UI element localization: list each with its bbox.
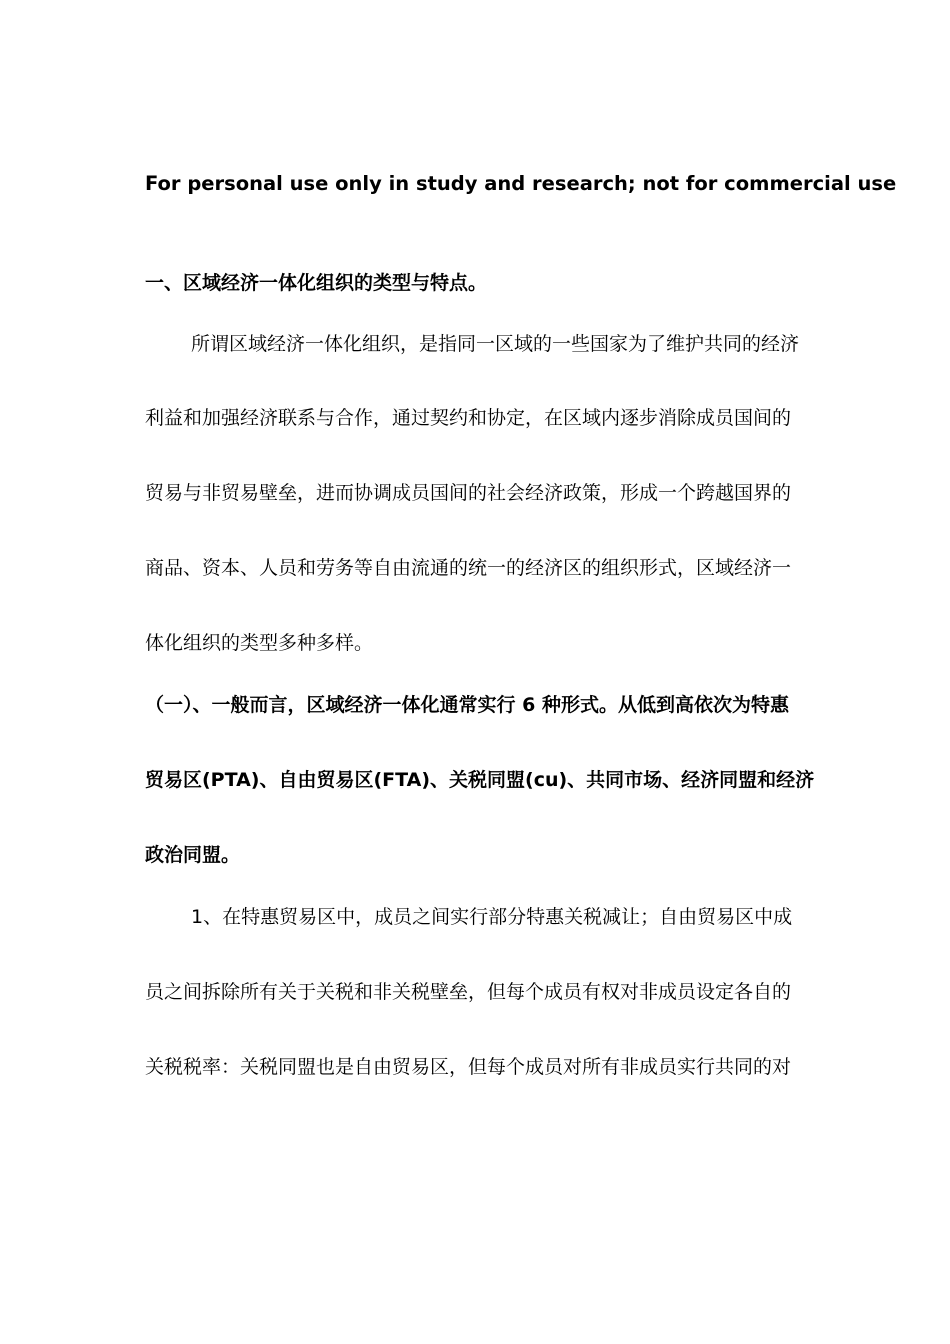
section-heading: 一、区域经济一体化组织的类型与特点。 <box>145 272 488 294</box>
paragraph-line: 体化组织的类型多种多样。 <box>145 632 374 654</box>
paragraph-line: 关税税率：关税同盟也是自由贸易区，但每个成员对所有非成员实行共同的对 <box>145 1056 792 1078</box>
subheading-line: 贸易区(PTA)、自由贸易区(FTA)、关税同盟(cu)、共同市场、经济同盟和经济 <box>145 769 815 791</box>
paragraph-line: 员之间拆除所有关于关税和非关税壁垒，但每个成员有权对非成员设定各自的 <box>145 981 792 1003</box>
paragraph-line: 商品、资本、人员和劳务等自由流通的统一的经济区的组织形式，区域经济一 <box>145 557 792 579</box>
paragraph-line: 贸易与非贸易壁垒，进而协调成员国间的社会经济政策，形成一个跨越国界的 <box>145 482 792 504</box>
paragraph-line: 所谓区域经济一体化组织，是指同一区域的一些国家为了维护共同的经济 <box>191 333 800 355</box>
paragraph-line: 1、在特惠贸易区中，成员之间实行部分特惠关税减让；自由贸易区中成 <box>191 906 793 928</box>
usage-notice: For personal use only in study and research; not for commercial use <box>145 172 897 195</box>
subheading-line: （一）、一般而言，区域经济一体化通常实行 6 种形式。从低到高依次为特惠 <box>145 694 789 716</box>
subheading-line: 政治同盟。 <box>145 844 241 866</box>
paragraph-line: 利益和加强经济联系与合作，通过契约和协定，在区域内逐步消除成员国间的 <box>145 407 792 429</box>
